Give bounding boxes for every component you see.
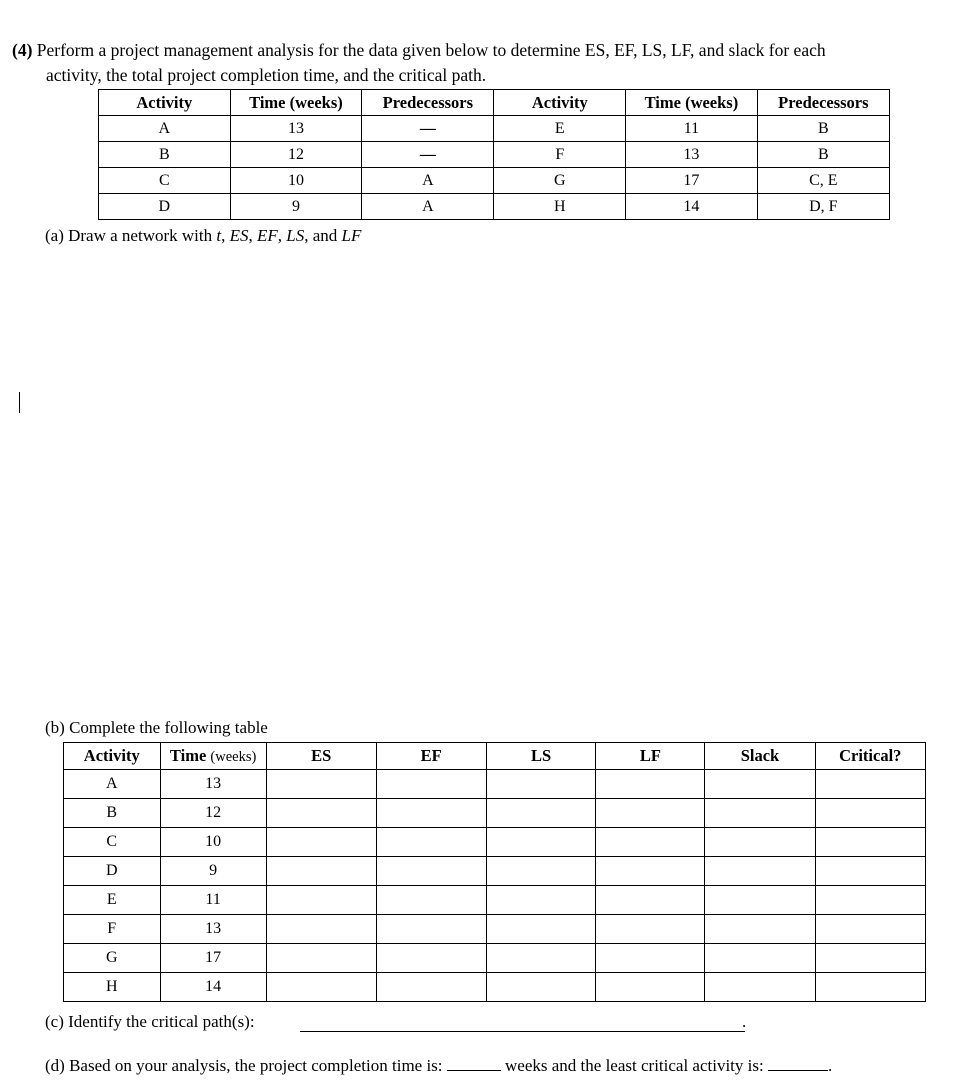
given-cell: A [362, 194, 494, 220]
answer-ls-cell[interactable] [486, 799, 596, 828]
answer-es-cell[interactable] [266, 886, 376, 915]
given-cell: D [99, 194, 231, 220]
answer-header-critical: Critical? [815, 743, 925, 770]
time-header-unit: (weeks) [210, 749, 257, 765]
answer-row [64, 915, 926, 944]
given-cell: E [494, 116, 626, 142]
answer-lf-cell[interactable] [596, 828, 705, 857]
given-cell: B [99, 142, 231, 168]
answer-activity-cell: E [64, 886, 161, 915]
part-a-sep: , and [304, 226, 342, 245]
given-cell: — [362, 142, 494, 168]
critical-path-answer-line[interactable] [300, 1031, 745, 1032]
part-a-sep: , [248, 226, 257, 245]
answer-ef-cell[interactable] [376, 973, 486, 1002]
problem-statement-line1 [12, 40, 826, 61]
given-cell: A [99, 116, 231, 142]
part-d-instruction [45, 1056, 832, 1076]
answer-header-activity: Activity [64, 743, 161, 770]
answer-time-cell: 14 [160, 973, 266, 1002]
answer-row [64, 828, 926, 857]
answer-row [64, 973, 926, 1002]
given-row [99, 142, 890, 168]
answer-lf-cell[interactable] [596, 944, 705, 973]
problem-text-1: Perform a project management analysis for the data given below to determine ES, EF, LS, LF, and slack for each [36, 40, 826, 60]
answer-slack-cell[interactable] [705, 828, 815, 857]
answer-header-lf: LF [596, 743, 705, 770]
part-a-ls: LS [286, 226, 305, 245]
answer-es-cell[interactable] [266, 799, 376, 828]
answer-lf-cell[interactable] [596, 915, 705, 944]
given-header-cell: Predecessors [757, 90, 889, 116]
answer-es-cell[interactable] [266, 770, 376, 799]
answer-activity-cell: G [64, 944, 161, 973]
given-cell: 13 [230, 116, 362, 142]
answer-lf-cell[interactable] [596, 799, 705, 828]
answer-header-time [160, 743, 266, 770]
given-cell: 12 [230, 142, 362, 168]
answer-time-cell: 13 [160, 770, 266, 799]
answer-critical-cell[interactable] [815, 857, 925, 886]
given-header-row [99, 90, 890, 116]
given-cell: B [757, 142, 889, 168]
given-cell: A [362, 168, 494, 194]
answer-ef-cell[interactable] [376, 799, 486, 828]
answer-activity-cell: D [64, 857, 161, 886]
part-d-text-1: (d) Based on your analysis, the project completion time is: [45, 1056, 443, 1075]
problem-statement-line2: activity, the total project completion time, and the critical path. [46, 65, 487, 85]
answer-critical-cell[interactable] [815, 770, 925, 799]
least-critical-activity-blank[interactable] [768, 1056, 828, 1071]
answer-critical-cell[interactable] [815, 828, 925, 857]
given-cell: 13 [626, 142, 758, 168]
part-a-lf: LF [341, 226, 362, 245]
given-cell: F [494, 142, 626, 168]
answer-ef-cell[interactable] [376, 828, 486, 857]
answer-critical-cell[interactable] [815, 944, 925, 973]
given-cell: C, E [757, 168, 889, 194]
answer-time-cell: 11 [160, 886, 266, 915]
answer-es-cell[interactable] [266, 973, 376, 1002]
answer-critical-cell[interactable] [815, 886, 925, 915]
given-row [99, 168, 890, 194]
part-d-text-2: weeks and the least critical activity is: [505, 1056, 764, 1075]
given-cell: — [362, 116, 494, 142]
given-row [99, 116, 890, 142]
part-a-es: ES [229, 226, 249, 245]
answer-row [64, 857, 926, 886]
given-cell: 17 [626, 168, 758, 194]
answer-header-row [64, 743, 926, 770]
answer-ls-cell[interactable] [486, 770, 596, 799]
answer-es-cell[interactable] [266, 828, 376, 857]
answer-row [64, 886, 926, 915]
answer-header-ls: LS [486, 743, 596, 770]
answer-ef-cell[interactable] [376, 857, 486, 886]
part-a-t: t [216, 226, 222, 245]
answer-es-cell[interactable] [266, 915, 376, 944]
given-cell: C [99, 168, 231, 194]
answer-row [64, 799, 926, 828]
part-c-period: . [742, 1012, 747, 1031]
answer-header-ef: EF [376, 743, 486, 770]
answer-time-cell: 13 [160, 915, 266, 944]
given-header-cell: Predecessors [362, 90, 494, 116]
given-cell: G [494, 168, 626, 194]
answer-es-cell[interactable] [266, 857, 376, 886]
problem-number: (4) [12, 40, 33, 60]
given-header-cell: Time (weeks) [230, 90, 362, 116]
text-cursor [19, 392, 20, 413]
part-a-prefix: (a) Draw a network with [45, 226, 217, 245]
part-b-instruction: (b) Complete the following table [45, 718, 268, 737]
answer-time-cell: 17 [160, 944, 266, 973]
given-header-cell: Activity [99, 90, 231, 116]
answer-ef-cell[interactable] [376, 915, 486, 944]
answer-ef-cell[interactable] [376, 886, 486, 915]
answer-ls-cell[interactable] [486, 973, 596, 1002]
answer-slack-cell[interactable] [705, 857, 815, 886]
answer-activity-cell: H [64, 973, 161, 1002]
answer-slack-cell[interactable] [705, 973, 815, 1002]
completion-time-blank[interactable] [447, 1056, 501, 1071]
given-cell: D, F [757, 194, 889, 220]
given-cell: 9 [230, 194, 362, 220]
answer-slack-cell[interactable] [705, 915, 815, 944]
given-header-cell: Activity [494, 90, 626, 116]
answer-time-cell: 9 [160, 857, 266, 886]
answer-time-cell: 10 [160, 828, 266, 857]
answer-critical-cell[interactable] [815, 973, 925, 1002]
answer-lf-cell[interactable] [596, 770, 705, 799]
part-a-ef: EF [256, 226, 278, 245]
answer-ls-cell[interactable] [486, 857, 596, 886]
part-a-sep: , [221, 226, 230, 245]
answer-row [64, 944, 926, 973]
answer-ef-cell[interactable] [376, 770, 486, 799]
answer-ls-cell[interactable] [486, 828, 596, 857]
answer-time-cell: 12 [160, 799, 266, 828]
answer-table [63, 742, 926, 1002]
answer-ls-cell[interactable] [486, 915, 596, 944]
answer-lf-cell[interactable] [596, 973, 705, 1002]
part-a-instruction [45, 226, 361, 246]
answer-row [64, 770, 926, 799]
given-cell: 10 [230, 168, 362, 194]
answer-slack-cell[interactable] [705, 799, 815, 828]
answer-activity-cell: C [64, 828, 161, 857]
given-row [99, 194, 890, 220]
answer-activity-cell: F [64, 915, 161, 944]
answer-ls-cell[interactable] [486, 944, 596, 973]
answer-activity-cell: A [64, 770, 161, 799]
given-cell: H [494, 194, 626, 220]
answer-header-es: ES [266, 743, 376, 770]
given-data-table [98, 89, 890, 220]
answer-es-cell[interactable] [266, 944, 376, 973]
part-c-instruction: (c) Identify the critical path(s): [45, 1012, 255, 1031]
answer-header-slack: Slack [705, 743, 815, 770]
answer-lf-cell[interactable] [596, 857, 705, 886]
answer-slack-cell[interactable] [705, 770, 815, 799]
answer-slack-cell[interactable] [705, 886, 815, 915]
answer-activity-cell: B [64, 799, 161, 828]
given-cell: 11 [626, 116, 758, 142]
answer-lf-cell[interactable] [596, 886, 705, 915]
answer-ls-cell[interactable] [486, 886, 596, 915]
time-header-label: Time [169, 746, 207, 765]
given-cell: B [757, 116, 889, 142]
given-cell: 14 [626, 194, 758, 220]
answer-critical-cell[interactable] [815, 799, 925, 828]
answer-critical-cell[interactable] [815, 915, 925, 944]
answer-ef-cell[interactable] [376, 944, 486, 973]
part-d-period: . [827, 1056, 833, 1075]
part-a-sep: , [277, 226, 287, 245]
answer-slack-cell[interactable] [705, 944, 815, 973]
given-header-cell: Time (weeks) [626, 90, 758, 116]
